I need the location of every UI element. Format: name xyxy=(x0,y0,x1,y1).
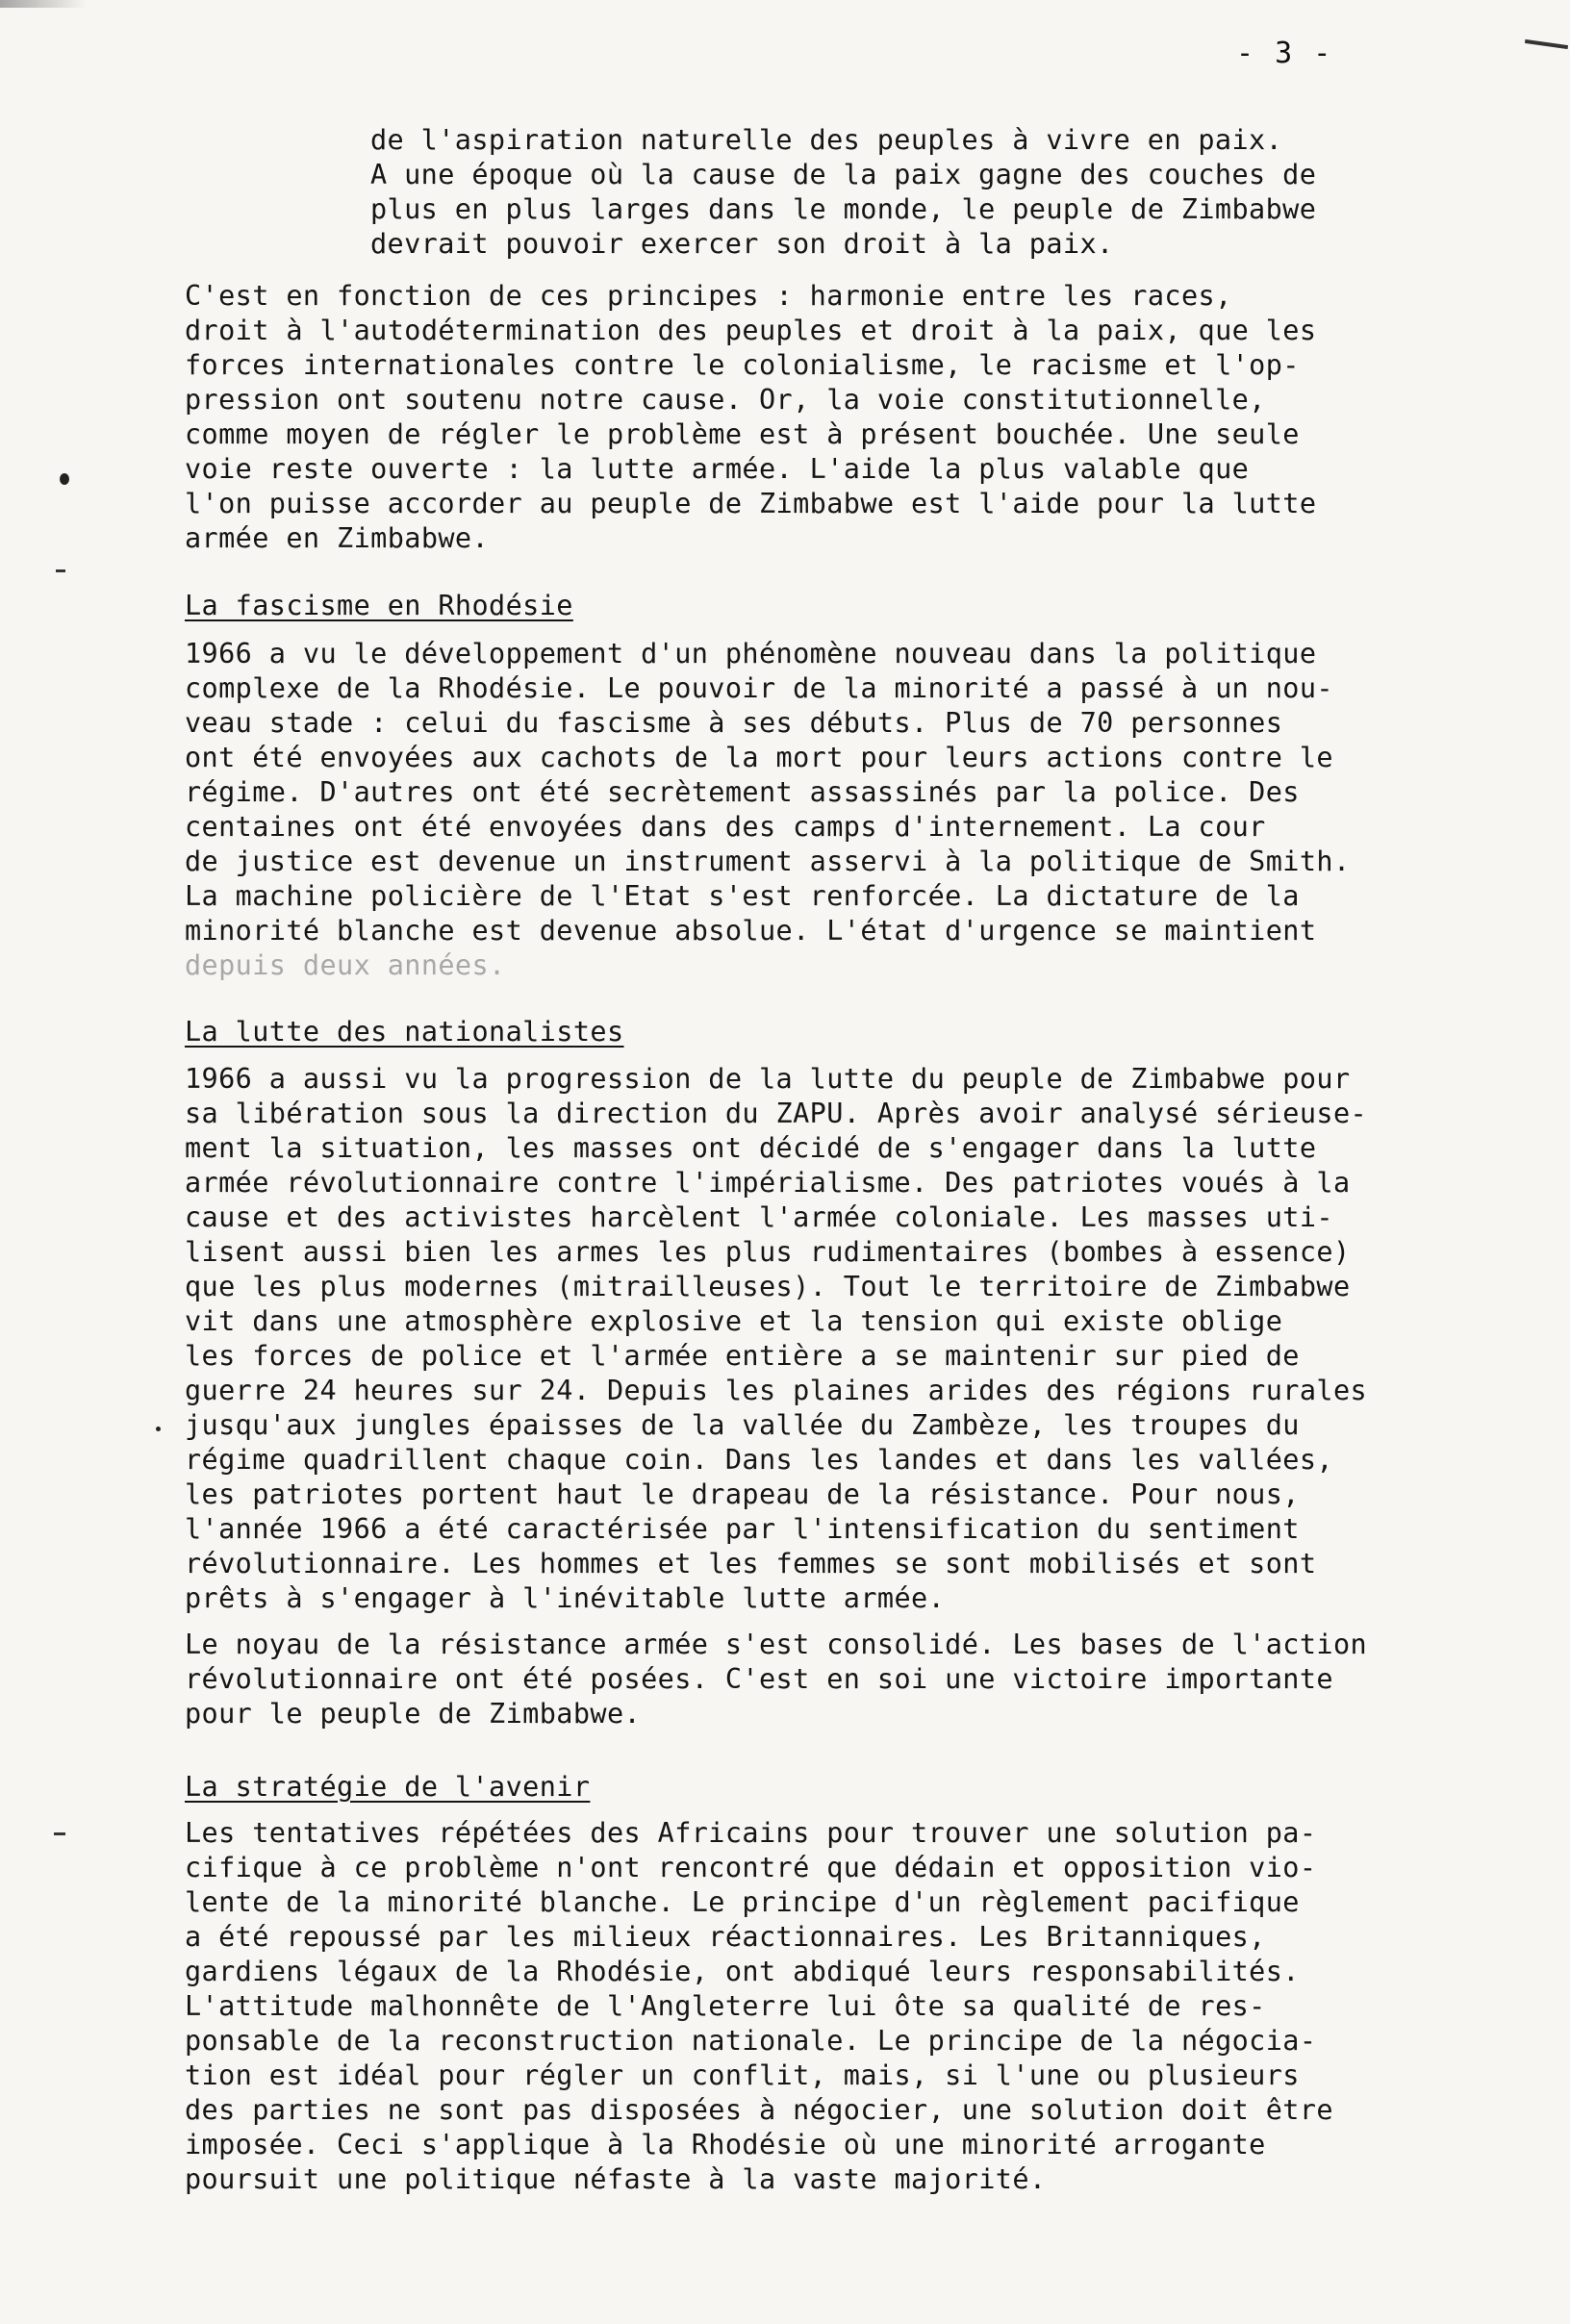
corner-pen-stroke xyxy=(1525,39,1568,49)
heading-strategy: La stratégie de l'avenir xyxy=(185,1771,591,1803)
scan-artifact xyxy=(0,0,87,8)
paragraph-fascism-faded-line: depuis deux années. xyxy=(185,949,506,981)
heading-nationalists: La lutte des nationalistes xyxy=(185,1016,624,1048)
heading-fascism: La fascisme en Rhodésie xyxy=(185,590,573,621)
paragraph-intro: de l'aspiration naturelle des peuples à vivre en paix. A une époque où la cause de la paix gagne des couches de plus en plus larges dans le monde, le peuple de Zimbabwe devrait pouvoir exercer son droit à la paix. xyxy=(370,124,1317,260)
paragraph-strategy: Les tentatives répétées des Africains pour trouver une solution pa- cifique à ce problème n'ont rencontré que dédain et opposition vio- lente de la minorité blanche. Le principe d'un règlement pacifique a été repoussé par les milieux réactionnaires. Les Britanniques, gardiens légaux de la Rhodésie, ont abdiqué leurs responsabilités. L'attitude malhonnête de l'Angleterre lui ôte sa qualité de res- ponsable de la reconstruction nationale. Le principe de la négocia- tion est idéal pour régler un conflit, mais, si l'une ou plusieurs des parties ne sont pas disposées à négocier, une solution doit être imposée. Ceci s'applique à la Rhodésie où une minorité arrogante poursuit une politique néfaste à la vaste majorité. xyxy=(185,1817,1333,2195)
margin-ink-speck xyxy=(156,1427,161,1431)
paragraph-nationalists: 1966 a aussi vu la progression de la lutte du peuple de Zimbabwe pour sa libération sous la direction du ZAPU. Après avoir analysé sérieuse- ment la situation, les masses ont décidé de s'engager dans la lutte armée révolutionnaire contre l'impérialisme. Des patriotes voués à la cause et des activistes harcèlent l'armée coloniale. Les masses uti- lisent aussi bien les armes les plus rudimentaires (bombes à essence) que les plus modernes (mitrailleuses). Tout le territoire de Zimbabwe vit dans une atmosphère explosive et la tension qui existe oblige les forces de police et l'armée entière a se maintenir sur pied de guerre 24 heures sur 24. Depuis les plaines arides des régions rurales jusqu'aux jungles épaisses de la vallée du Zambèze, les troupes du régime quadrillent chaque coin. Dans les landes et dans les vallées, les patriotes portent haut le drapeau de la résistance. Pour nous, l'année 1966 a été caractérisée par l'intensification du sentiment révolutionnaire. Les hommes et les femmes se sont mobilisés et sont prêts à s'engager à l'inévitable lutte armée. xyxy=(185,1063,1368,1614)
margin-ink-speck xyxy=(54,1832,65,1835)
paragraph-principles: C'est en fonction de ces principes : harmonie entre les races, droit à l'autodétermination des peuples et droit à la paix, que les forces internationales contre le colonialisme, le racisme et l'op- pression ont soutenu notre cause. Or, la voie constitutionnelle, comme moyen de régler le problème est à présent bouchée. Une seule voie reste ouverte : la lutte armée. L'aide la plus valable que l'on puisse accorder au peuple de Zimbabwe est l'aide pour la lutte armée en Zimbabwe. xyxy=(185,280,1317,554)
page-number: - 3 - xyxy=(1236,37,1333,70)
margin-ink-speck xyxy=(56,569,65,572)
margin-ink-speck xyxy=(60,473,69,485)
paragraph-resistance: Le noyau de la résistance armée s'est consolidé. Les bases de l'action révolutionnaire ont été posées. C'est en soi une victoire importante pour le peuple de Zimbabwe. xyxy=(185,1629,1368,1730)
paragraph-fascism: 1966 a vu le développement d'un phénomène nouveau dans la politique complexe de la Rhodésie. Le pouvoir de la minorité a passé à un nou- veau stade : celui du fascisme à ses débuts. Plus de 70 personnes ont été envoyées aux cachots de la mort pour leurs actions contre le régime. D'autres ont été secrètement assassinés par la police. Des centaines ont été envoyées dans des camps d'internement. La cour de justice est devenue un instrument asservi à la politique de Smith. La machine policière de l'Etat s'est renforcée. La dictature de la minorité blanche est devenue absolue. L'état d'urgence se maintient xyxy=(185,638,1351,947)
